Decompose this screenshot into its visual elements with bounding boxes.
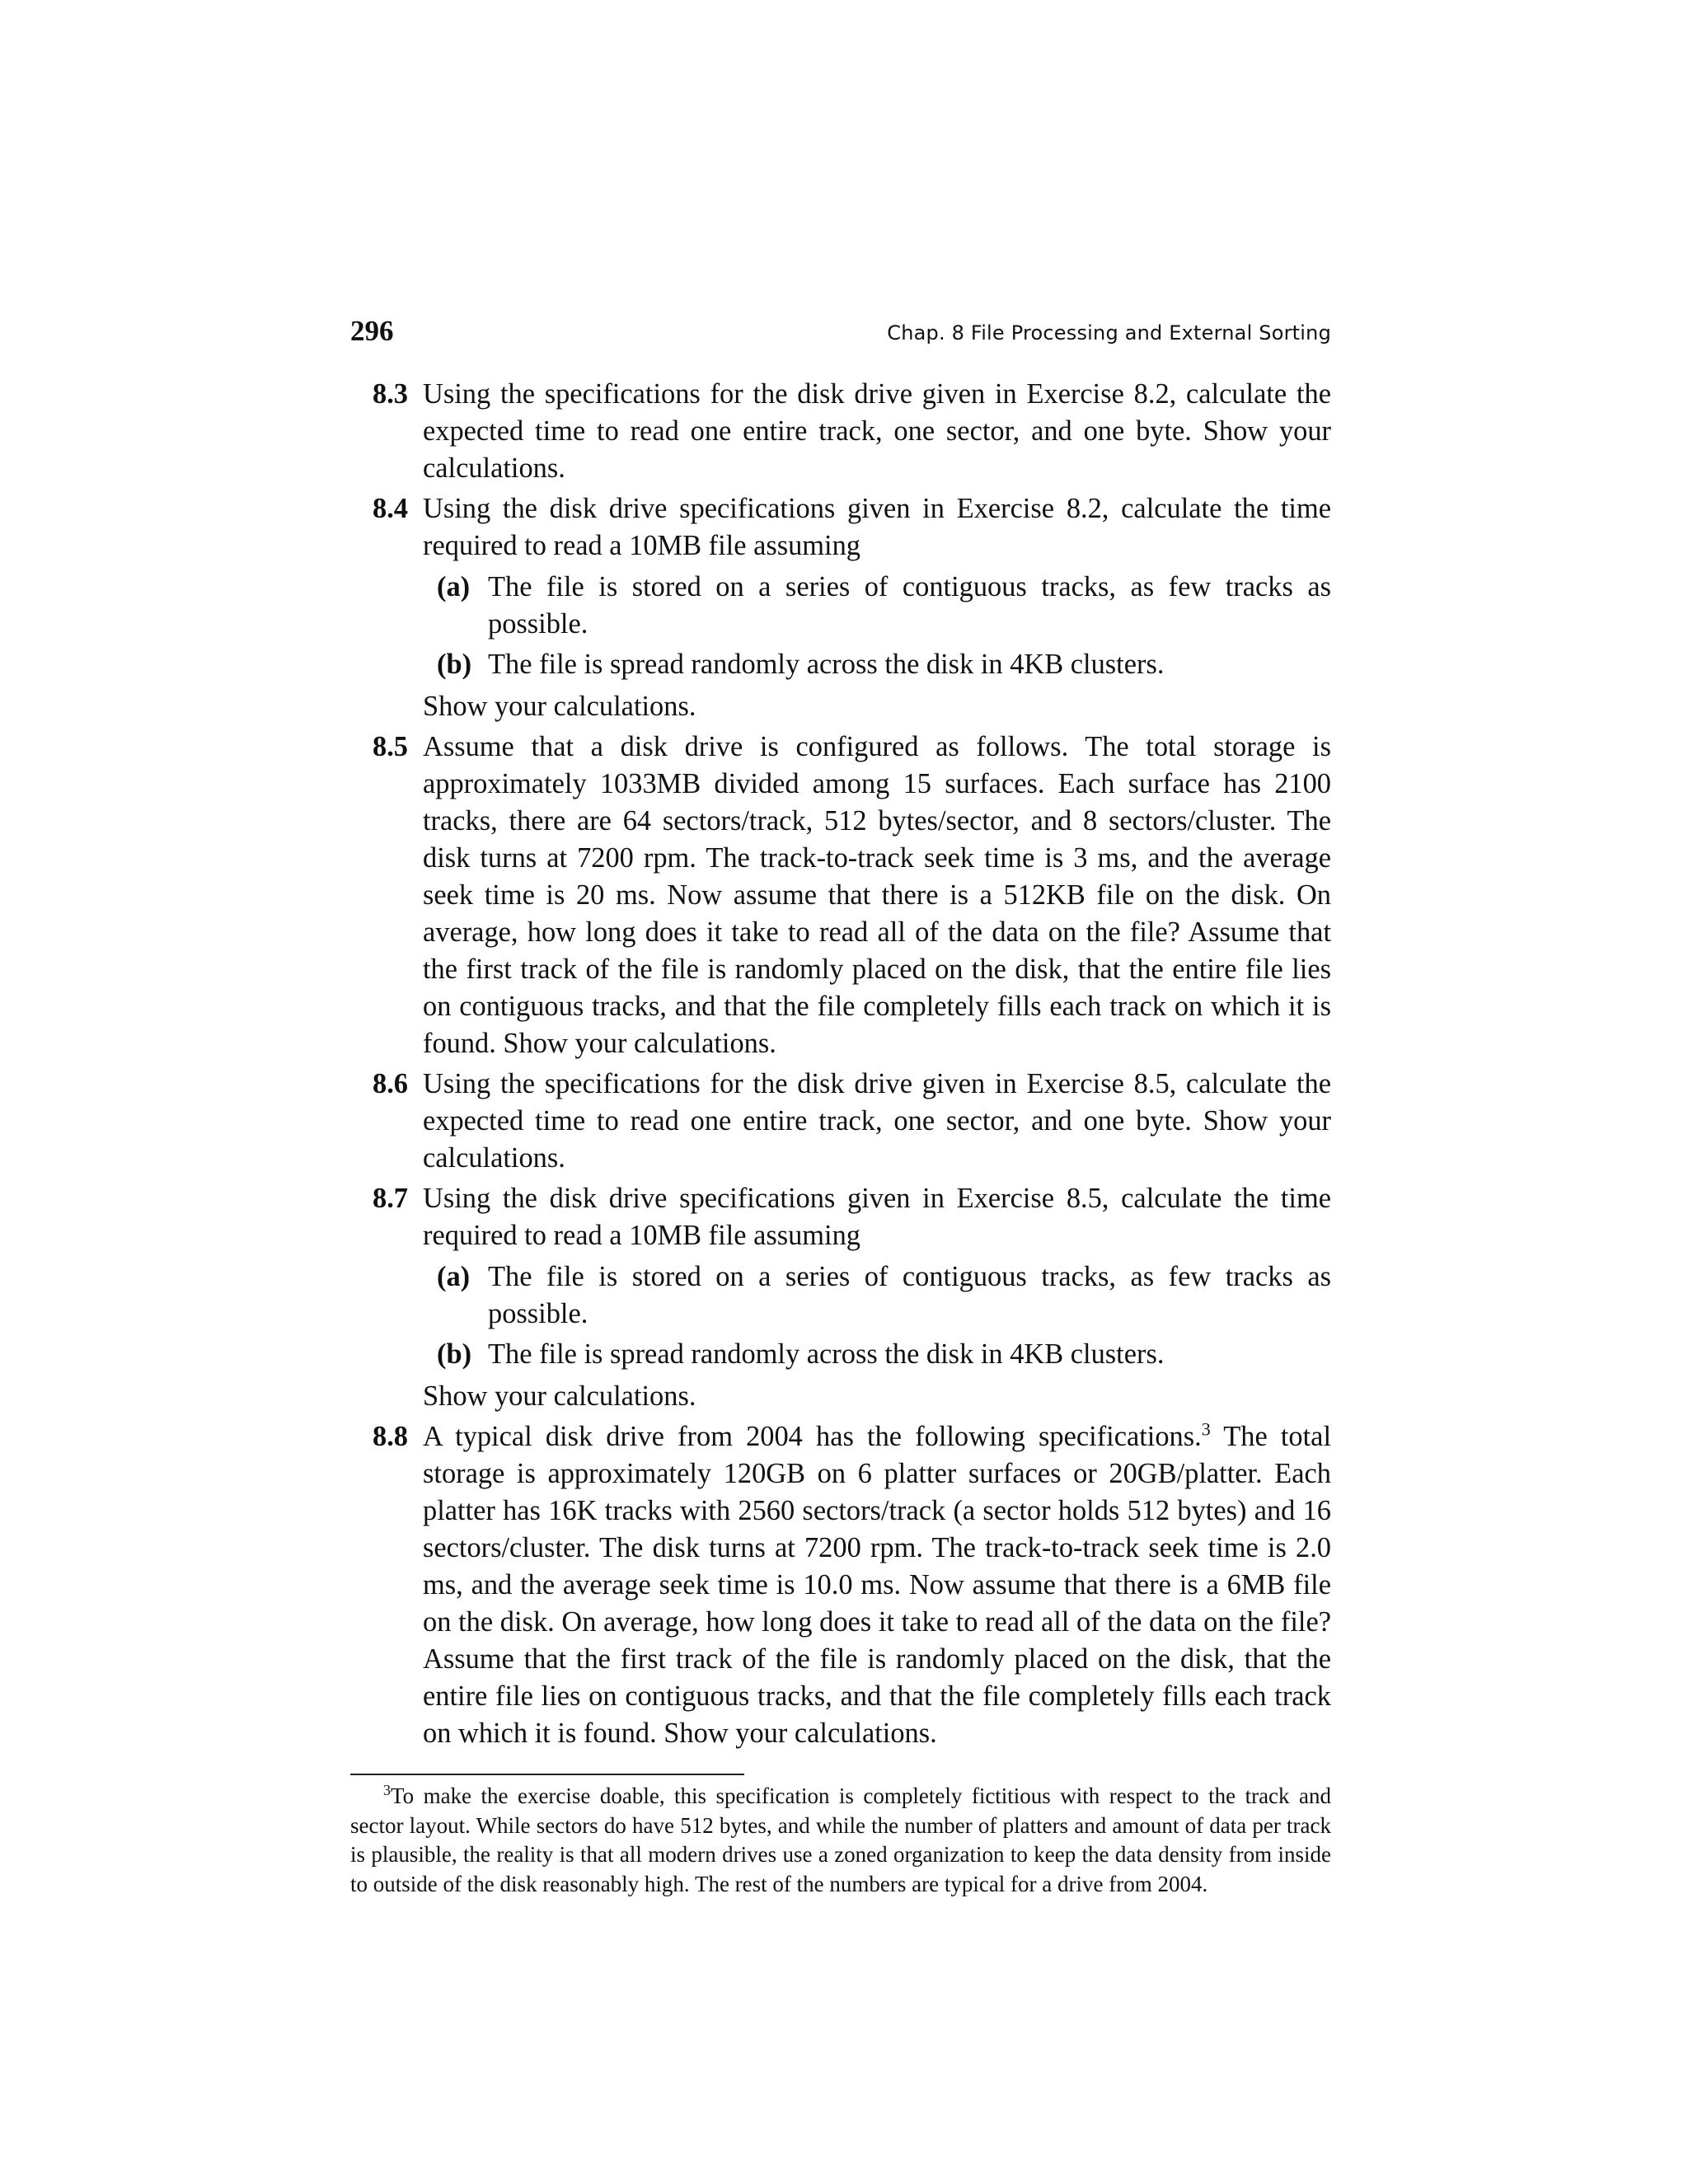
sub-item-b	[423, 1336, 1331, 1373]
footnote-mark: 3	[383, 1782, 391, 1798]
running-head	[350, 313, 1331, 354]
sub-item-text: The file is spread randomly across the disk in 4KB clusters.	[488, 649, 1165, 680]
sub-item-a	[423, 1258, 1331, 1333]
sub-item-text: The file is stored on a series of contiguous tracks, as few tracks as possible.	[488, 571, 1331, 640]
footnote-text: To make the exercise doable, this specification is completely fictitious with respect to the track and sector layout. While sectors do have 512 bytes, and while the number of platters and amount of data per track is plausible, the reality is that all modern drives use a zoned organization to keep the data density from inside to outside of the disk reasonably high. The rest of the numbers are typical for a drive from 2004.	[350, 1783, 1331, 1896]
sub-item-label: (b)	[437, 1338, 472, 1370]
exercise-list	[350, 376, 1331, 1752]
sub-item-b	[423, 646, 1331, 683]
exercise-text: Using the disk drive specifications given in Exercise 8.5, calculate the time required to read a 10MB file assuming	[423, 1183, 1331, 1251]
sub-item-label: (a)	[437, 1261, 471, 1292]
sub-item-label: (a)	[437, 571, 471, 602]
exercise-text: Using the specifications for the disk drive given in Exercise 8.2, calculate the expected time to read one entire track, one sector, and one byte. Show your calculations.	[423, 378, 1331, 484]
sub-item-a	[423, 569, 1331, 643]
exercise-closing-text: Show your calculations.	[423, 691, 696, 722]
exercise-number: 8.8	[373, 1421, 408, 1452]
exercise-8-6	[373, 1066, 1331, 1177]
page-number: 296	[350, 315, 394, 347]
exercise-8-5	[373, 729, 1331, 1062]
exercise-sublist	[423, 1258, 1331, 1373]
sub-item-text: The file is spread randomly across the disk in 4KB clusters.	[488, 1338, 1165, 1370]
sub-item-label: (b)	[437, 649, 472, 680]
exercise-8-4	[373, 490, 1331, 725]
exercise-text	[423, 1418, 1331, 1752]
sub-item-text: The file is stored on a series of contiguous tracks, as few tracks as possible.	[488, 1261, 1331, 1329]
exercise-text-part: A typical disk drive from 2004 has the following specifications.	[423, 1421, 1202, 1452]
exercise-number: 8.4	[373, 493, 408, 524]
exercise-text-part: The total storage is approximately 120GB on 6 platter surfaces or 20GB/platter. Each platter has 16K tracks with 2560 sectors/track (a sector holds 512 bytes) and 16 sectors/cluster. The disk turns at 7200 rpm. The track-to-track seek time is 2.0 ms, and the average seek time is 10.0 ms. Now assume that there is a 6MB file on the disk. On average, how long does it take to read all of the data on the file? Assume that the first track of the file is randomly placed on the disk, that the entire file lies on contiguous tracks, and that the file completely fills each track on which it is found. Show your calculations.	[423, 1421, 1331, 1749]
footnote-reference[interactable]: 3	[1201, 1418, 1211, 1440]
chapter-title: Chap. 8 File Processing and External Sorting	[887, 321, 1331, 344]
exercise-text: Using the disk drive specifications given in Exercise 8.2, calculate the time required to read a 10MB file assuming	[423, 493, 1331, 561]
exercise-closing-text: Show your calculations.	[423, 1380, 696, 1412]
exercise-number: 8.5	[373, 731, 408, 762]
exercise-sublist	[423, 569, 1331, 683]
exercise-8-7	[373, 1180, 1331, 1415]
footnote	[350, 1782, 1331, 1899]
exercise-8-3	[373, 376, 1331, 487]
exercise-text: Using the specifications for the disk drive given in Exercise 8.5, calculate the expected time to read one entire track, one sector, and one byte. Show your calculations.	[423, 1068, 1331, 1174]
exercise-text: Assume that a disk drive is configured as follows. The total storage is approximately 1033MB divided among 15 surfaces. Each surface has 2100 tracks, there are 64 sectors/track, 512 bytes/sector, and 8 sectors/cluster. The disk turns at 7200 rpm. The track-to-track seek time is 3 ms, and the average seek time is 20 ms. Now assume that there is a 512KB file on the disk. On average, how long does it take to read all of the data on the file? Assume that the first track of the file is randomly placed on the disk, that the entire file lies on contiguous tracks, and that the file completely fills each track on which it is found. Show your calculations.	[423, 731, 1331, 1059]
exercise-number: 8.6	[373, 1068, 408, 1099]
exercise-8-8	[373, 1418, 1331, 1752]
footnote-divider	[350, 1774, 744, 1775]
exercise-number: 8.3	[373, 378, 408, 410]
book-page	[350, 313, 1331, 1921]
exercise-number: 8.7	[373, 1183, 408, 1214]
